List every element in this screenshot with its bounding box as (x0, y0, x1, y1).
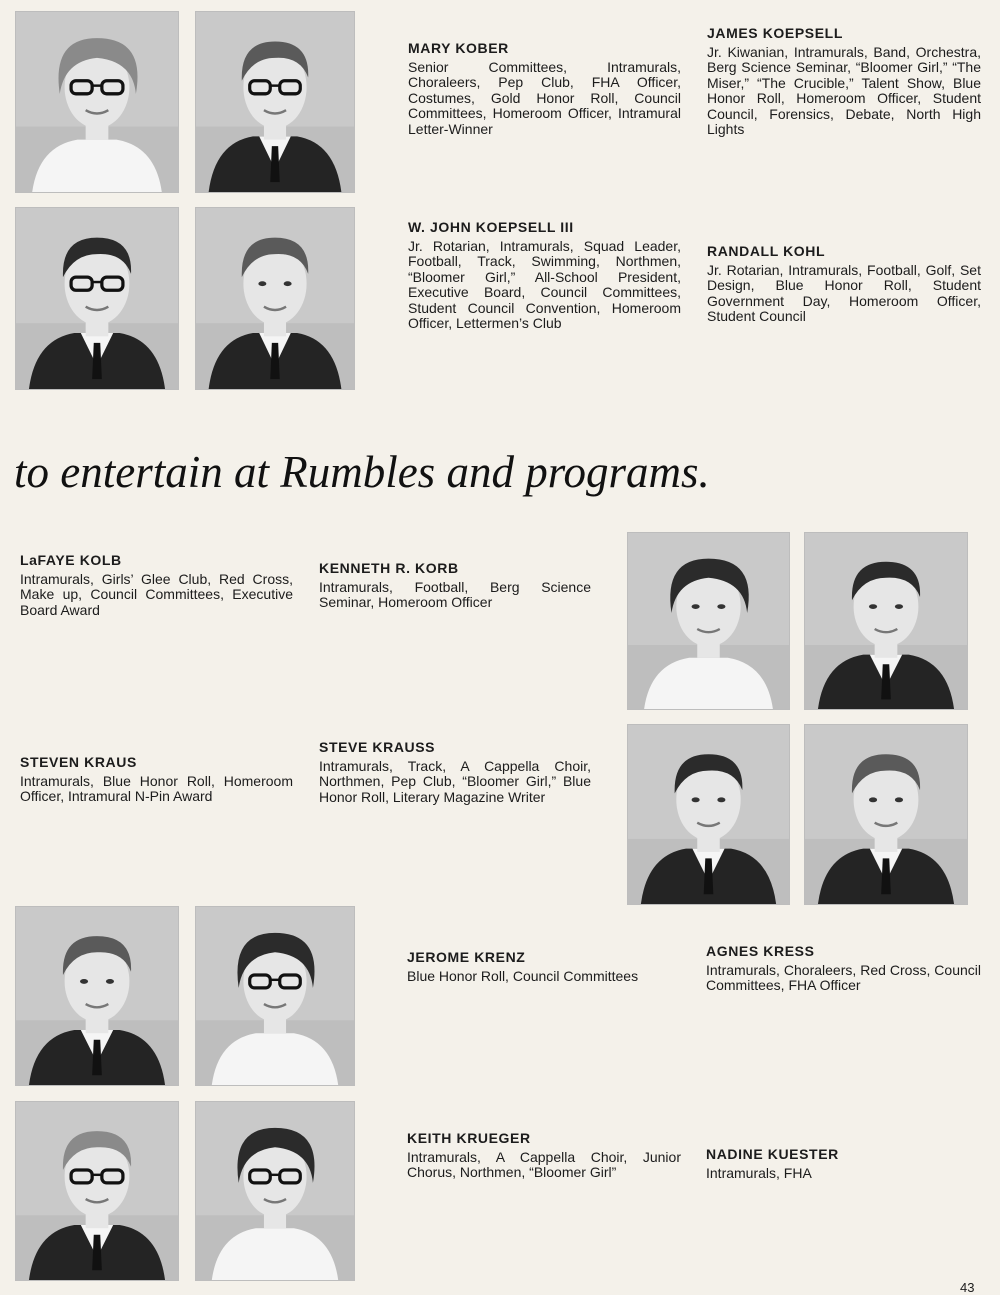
portrait-drawing (805, 725, 967, 904)
student-name: LaFAYE KOLB (20, 552, 122, 568)
student-name: RANDALL KOHL (707, 243, 826, 259)
student-entry-james-koepsell (707, 25, 981, 137)
student-entry-nadine-kuester (706, 1146, 981, 1181)
right-eye (284, 281, 292, 286)
student-entry-keith-krueger (407, 1130, 681, 1181)
student-activities: Jr. Rotarian, Intramurals, Squad Leader, Football, Track, Swimming, Northmen, “Bloomer Girl,” All-School President, Executive Board, Council Committees, Student Council Convention, Homeroom Officer, Lettermen’s Club (408, 238, 681, 332)
necktie (92, 1040, 102, 1076)
necktie (92, 343, 102, 379)
student-activities: Senior Committees, Intramurals, Choraleers, Pep Club, FHA Officer, Costumes, Gold Honor Roll, Council Committees, Homeroom Officer, Intramural Letter-Winner (408, 59, 681, 137)
portrait-drawing (16, 208, 178, 389)
left-eye (692, 797, 700, 802)
portrait-drawing (16, 1102, 178, 1280)
student-name: JAMES KOEPSELL (707, 25, 843, 41)
left-eye (692, 604, 700, 609)
student-name: KEITH KRUEGER (407, 1130, 531, 1146)
portrait-lafaye-kolb (627, 532, 790, 710)
right-eye (717, 797, 725, 802)
student-entry-mary-kober (408, 40, 681, 137)
student-entry-jerome-krenz (407, 949, 681, 984)
necktie (704, 858, 714, 894)
portrait-keith-krueger (15, 1101, 179, 1281)
right-eye (895, 604, 903, 609)
portrait-drawing (805, 533, 967, 709)
necktie (881, 664, 891, 699)
student-entry-w-john-koepsell (408, 219, 681, 331)
portrait-drawing (196, 1102, 354, 1280)
portrait-james-koepsell (195, 11, 355, 193)
student-activities: Intramurals, FHA (706, 1165, 812, 1181)
student-activities: Intramurals, A Cappella Choir, Junior Chorus, Northmen, “Bloomer Girl” (407, 1149, 681, 1181)
student-activities: Intramurals, Girls’ Glee Club, Red Cross, Make up, Council Committees, Executive Board Award (20, 571, 293, 618)
portrait-jerome-krenz (15, 906, 179, 1086)
portrait-drawing (196, 208, 354, 389)
student-activities: Intramurals, Blue Honor Roll, Homeroom Officer, Intramural N-Pin Award (20, 773, 293, 805)
student-activities: Jr. Kiwanian, Intramurals, Band, Orchestra, Berg Science Seminar, “Bloomer Girl,” “The Miser,” “The Crucible,” Talent Show, Blue Honor Roll, Homeroom Officer, Student Council, Forensics, Debate, North High Lights (707, 44, 981, 138)
student-name: NADINE KUESTER (706, 1146, 839, 1162)
portrait-kenneth-korb (804, 532, 968, 710)
student-entry-steve-krauss (319, 739, 591, 805)
student-name: AGNES KRESS (706, 943, 815, 959)
left-eye (869, 604, 877, 609)
student-activities: Blue Honor Roll, Council Committees (407, 968, 639, 984)
portrait-agnes-kress (195, 906, 355, 1086)
portrait-drawing (628, 725, 789, 904)
student-name: JEROME KRENZ (407, 949, 526, 965)
student-entry-kenneth-korb (319, 560, 591, 611)
student-entry-agnes-kress (706, 943, 981, 994)
student-activities: Intramurals, Football, Berg Science Seminar, Homeroom Officer (319, 579, 591, 611)
necktie (270, 146, 279, 182)
portrait-drawing (628, 533, 789, 709)
section-tagline: to entertain at Rumbles and programs. (14, 447, 710, 497)
student-entry-lafaye-kolb (20, 552, 293, 618)
portrait-steven-kraus (627, 724, 790, 905)
portrait-drawing (16, 907, 178, 1085)
student-activities: Jr. Rotarian, Intramurals, Football, Golf, Set Design, Blue Honor Roll, Student Government Day, Homeroom Officer, Student Council (707, 262, 981, 325)
student-entry-steven-kraus (20, 754, 293, 805)
necktie (92, 1235, 102, 1271)
portrait-w-john-koepsell (15, 207, 179, 390)
right-eye (106, 979, 114, 984)
portrait-nadine-kuester (195, 1101, 355, 1281)
page-number: 43 (960, 1280, 975, 1295)
student-activities: Intramurals, Track, A Cappella Choir, Northmen, Pep Club, “Bloomer Girl,” Blue Honor Roll, Literary Magazine Writer (319, 758, 591, 805)
portrait-steve-krauss (804, 724, 968, 905)
student-name: STEVE KRAUSS (319, 739, 436, 755)
left-eye (258, 281, 266, 286)
portrait-drawing (16, 12, 178, 192)
portrait-drawing (196, 12, 354, 192)
portrait-randall-kohl (195, 207, 355, 390)
left-eye (869, 797, 877, 802)
right-eye (717, 604, 725, 609)
student-name: KENNETH R. KORB (319, 560, 459, 576)
right-eye (895, 797, 903, 802)
student-entry-randall-kohl (707, 243, 981, 325)
portrait-mary-kober (15, 11, 179, 193)
portrait-drawing (196, 907, 354, 1085)
student-activities: Intramurals, Choraleers, Red Cross, Council Committees, FHA Officer (706, 962, 981, 994)
necktie (881, 858, 891, 894)
student-name: W. JOHN KOEPSELL III (408, 219, 574, 235)
necktie (270, 343, 279, 379)
student-name: MARY KOBER (408, 40, 509, 56)
left-eye (80, 979, 88, 984)
student-name: STEVEN KRAUS (20, 754, 137, 770)
